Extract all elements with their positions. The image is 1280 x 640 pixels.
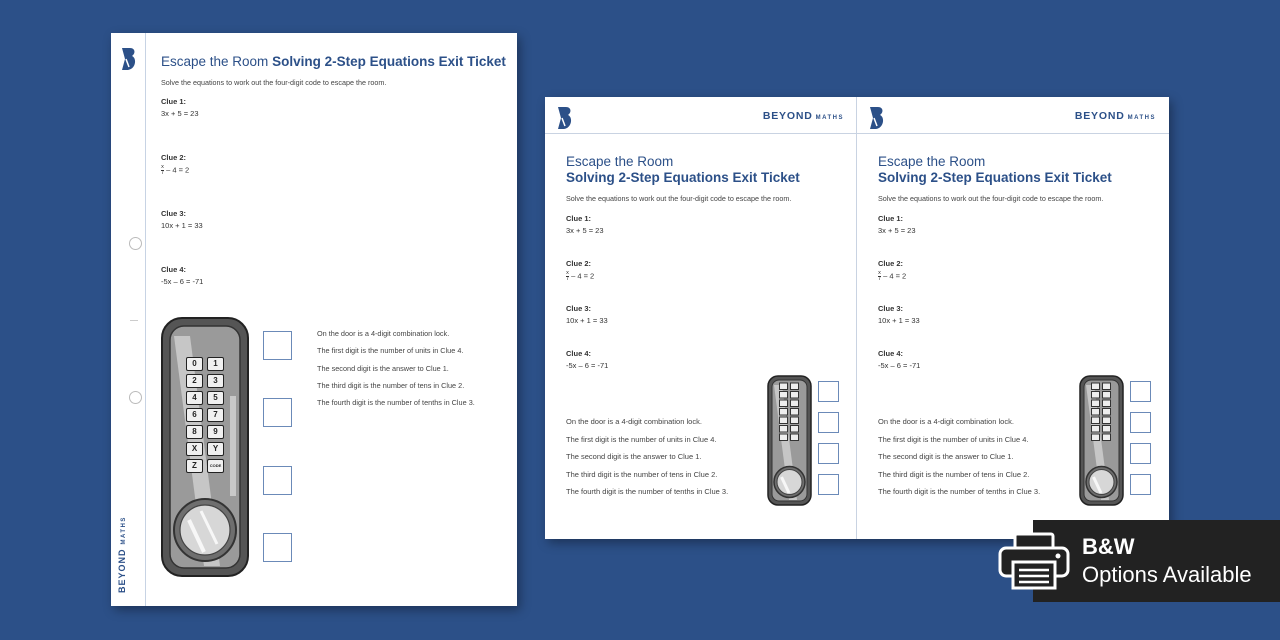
- answer-box-1[interactable]: [263, 331, 292, 360]
- clue-1: Clue 1: 3x + 5 = 23: [566, 214, 604, 235]
- worksheet-half-left: [545, 97, 857, 539]
- answer-box-3[interactable]: [1130, 443, 1151, 464]
- side-brand: BEYONDMATHS: [117, 516, 127, 593]
- answer-box-3[interactable]: [818, 443, 839, 464]
- bw-options-badge: [1033, 520, 1280, 602]
- keypad-key: 9: [207, 425, 224, 439]
- lock-instructions: On the door is a 4-digit combination lock. The first digit is the number of units in Clue 4. The second digit is the answer to Clue 1. The third digit is the number of tens in Clue 2. The fourth digit is the number of tenths in Clue 3.: [566, 417, 729, 496]
- answer-box-4[interactable]: [818, 474, 839, 495]
- title-prefix: Escape the Room: [878, 154, 986, 169]
- clue-4: Clue 4: -5x – 6 = -71: [878, 349, 921, 370]
- lock-instructions: On the door is a 4-digit combination lock. The first digit is the number of units in Clue 4. The second digit is the answer to Clue 1. The third digit is the number of tens in Clue 2. The fourth digit is the number of tenths in Clue 3.: [317, 329, 475, 408]
- combination-lock-icon: [160, 316, 250, 578]
- clue-3: Clue 3: 10x + 1 = 33: [161, 209, 203, 230]
- clue-4: Clue 4: -5x – 6 = -71: [161, 265, 204, 286]
- instructions: Solve the equations to work out the four-digit code to escape the room.: [566, 194, 792, 203]
- worksheet-half-right: [857, 97, 1169, 539]
- instructions: Solve the equations to work out the four-digit code to escape the room.: [878, 194, 1104, 203]
- answer-box-2[interactable]: [1130, 412, 1151, 433]
- keypad-key: 5: [207, 391, 224, 405]
- clue-4: Clue 4: -5x – 6 = -71: [566, 349, 609, 370]
- clue-3: Clue 3: 10x + 1 = 33: [566, 304, 608, 325]
- clue-2: Clue 2: $\frac{x}{7}$ – 4 = 2: [878, 259, 907, 282]
- answer-box-2[interactable]: [263, 398, 292, 427]
- clue-2: Clue 2: $\frac{x}{7}$ – 4 = 2: [566, 259, 595, 282]
- binder-hole: [129, 237, 142, 250]
- keypad-key: 7: [207, 408, 224, 422]
- clue-1: Clue 1: 3x + 5 = 23: [161, 97, 199, 118]
- brand-wordmark: BEYOND MATHS: [762, 110, 844, 122]
- keypad-key: 1: [207, 357, 224, 371]
- title-main: Solving 2-Step Equations Exit Ticket: [566, 170, 800, 185]
- worksheet-preview-large: [111, 33, 517, 606]
- header-rule: [545, 133, 857, 134]
- printer-icon: [997, 532, 1071, 590]
- fold-mark: [130, 320, 138, 321]
- brand-wordmark: BEYOND MATHS: [1074, 110, 1156, 122]
- keypad-key: 3: [207, 374, 224, 388]
- keypad-key: 2: [186, 374, 203, 388]
- keypad-key: X: [186, 442, 203, 456]
- keypad-key: 6: [186, 408, 203, 422]
- answer-box-1[interactable]: [1130, 381, 1151, 402]
- keypad-key: CODE: [207, 459, 224, 473]
- instructions: Solve the equations to work out the four-digit code to escape the room.: [161, 78, 387, 87]
- badge-subtitle: Options Available: [1082, 562, 1252, 587]
- keypad-key: 0: [186, 357, 203, 371]
- title-prefix: Escape the Room: [566, 154, 674, 169]
- keypad-key: 8: [186, 425, 203, 439]
- binder-hole: [129, 391, 142, 404]
- clue-3: Clue 3: 10x + 1 = 33: [878, 304, 920, 325]
- combination-lock-icon: [767, 375, 812, 506]
- beyond-logo-icon: [556, 106, 574, 130]
- lock-instructions: On the door is a 4-digit combination lock. The first digit is the number of units in Clue 4. The second digit is the answer to Clue 1. The third digit is the number of tens in Clue 2. The fourth digit is the number of tenths in Clue 3.: [878, 417, 1041, 496]
- beyond-logo-icon: [868, 106, 886, 130]
- clue-2: Clue 2: $\frac{x}{7}$ – 4 = 2: [161, 153, 190, 176]
- answer-box-4[interactable]: [263, 533, 292, 562]
- combination-lock-icon: [1079, 375, 1124, 506]
- worksheet-preview-double: [545, 97, 1169, 539]
- margin-line: [145, 33, 146, 606]
- badge-title: B&W: [1082, 534, 1135, 559]
- header-rule: [857, 133, 1169, 134]
- keypad-key: 4: [186, 391, 203, 405]
- answer-box-1[interactable]: [818, 381, 839, 402]
- worksheet-title: Escape the Room Solving 2-Step Equations Exit Ticket: [161, 54, 506, 69]
- title-main: Solving 2-Step Equations Exit Ticket: [878, 170, 1112, 185]
- answer-box-2[interactable]: [818, 412, 839, 433]
- keypad-key: Z: [186, 459, 203, 473]
- clue-1: Clue 1: 3x + 5 = 23: [878, 214, 916, 235]
- answer-box-4[interactable]: [1130, 474, 1151, 495]
- beyond-logo-icon: [120, 47, 138, 71]
- answer-box-3[interactable]: [263, 466, 292, 495]
- keypad-key: Y: [207, 442, 224, 456]
